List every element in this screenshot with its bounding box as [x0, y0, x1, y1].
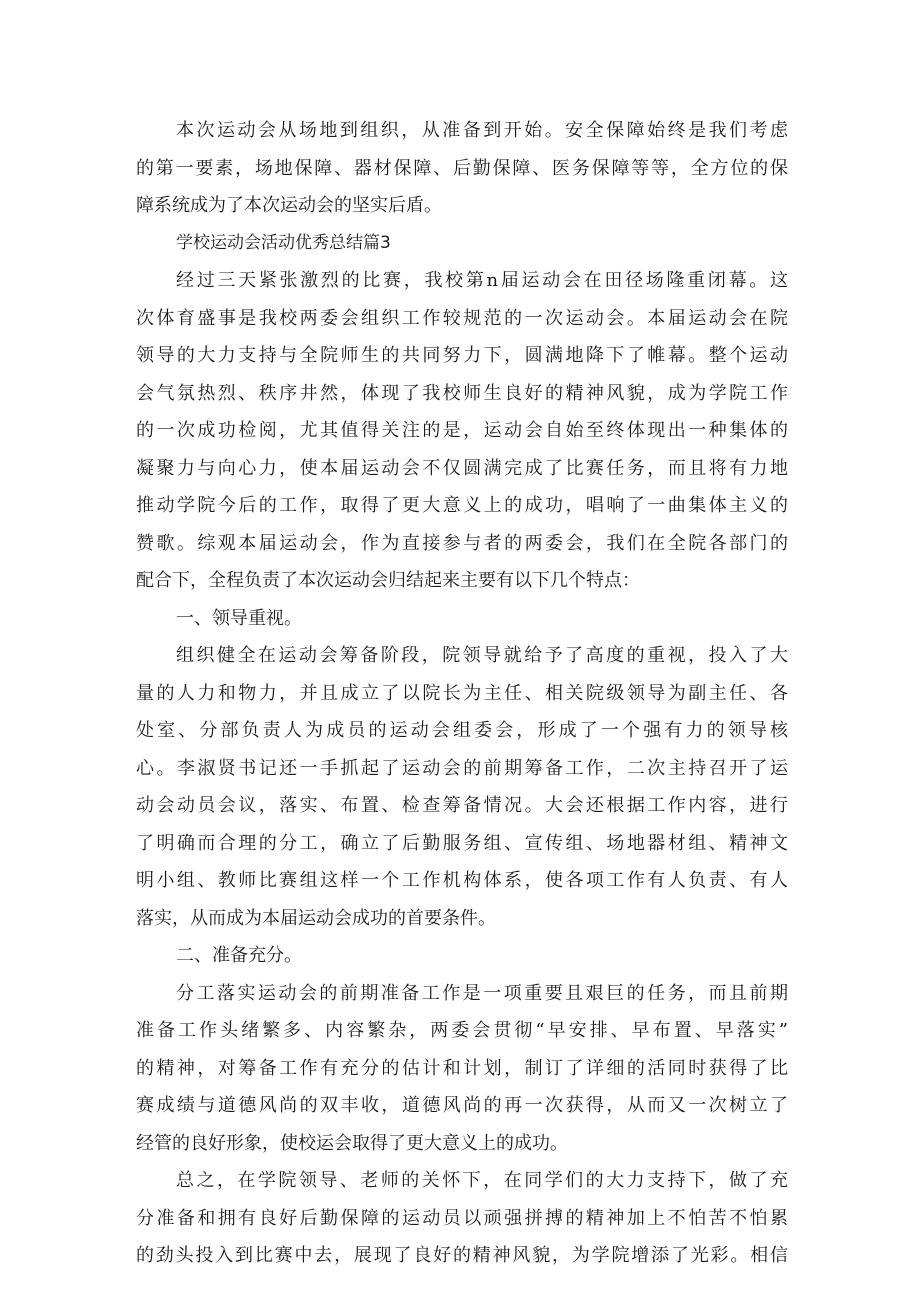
text-line: 动会动员会议，落实、布置、检查筹备情况。大会还根据工作内容，进行 [136, 795, 788, 816]
text-line: 量的人力和物力，并且成立了以院长为主任、相关院级领导为副主任、各 [136, 682, 788, 704]
text-line: 的第一要素，场地保障、器材保障、后勤保障、医务保障等等，全方位的保 [136, 157, 788, 179]
text-line: 处室、分部负责人为成员的运动会组委会，形成了一个强有力的领导核 [136, 720, 788, 741]
text-line: 落实，从而成为本届运动会成功的首要条件。 [136, 907, 496, 929]
text-line: 分准备和拥有良好后勤保障的运动员以顽强拼搏的精神加上不怕苦不怕累 [136, 1207, 788, 1229]
text-line: 组织健全在运动会筹备阶段，院领导就给予了高度的重视，投入了大 [176, 645, 788, 666]
text-line: 明小组、教师比赛组这样一个工作机构体系，使各项工作有人负责、有人 [136, 870, 788, 891]
text-line: 领导的大力支持与全院师生的共同努力下，圆满地降下了帷幕。整个运动 [136, 345, 788, 366]
text-line: 推动学院今后的工作，取得了更大意义上的成功，唱响了一曲集体主义的 [136, 495, 788, 516]
text-line: 二、准备充分。 [176, 945, 302, 966]
text-line: 的劲头投入到比赛中去，展现了良好的精神风貌，为学院增添了光彩。相信 [136, 1245, 788, 1266]
text-line: 经过三天紧张激烈的比赛，我校第n届运动会在田径场隆重闭幕。这 [176, 270, 788, 291]
text-line: 一、领导重视。 [176, 607, 302, 629]
document-page [136, 112, 788, 1275]
text-line: 分工落实运动会的前期准备工作是一项重要且艰巨的任务，而且前期 [176, 982, 788, 1004]
text-line: 赛成绩与道德风尚的双丰收，道德风尚的再一次获得，从而又一次树立了 [136, 1095, 788, 1116]
text-line: 经管的良好形象，使校运会取得了更大意义上的成功。 [136, 1132, 568, 1154]
text-line: 准备工作头绪繁多、内容繁杂，两委会贯彻“早安排、早布置、早落实” [136, 1020, 788, 1041]
text-line: 配合下，全程负责了本次运动会归结起来主要有以下几个特点： [136, 570, 640, 591]
text-line: 障系统成为了本次运动会的坚实后盾。 [136, 195, 442, 216]
text-line: 的精神，对筹备工作有充分的估计和计划，制订了详细的活同时获得了比 [136, 1057, 788, 1079]
text-line: 的一次成功检阅，尤其值得关注的是，运动会自始至终体现出一种集体的 [136, 420, 788, 441]
text-line: 凝聚力与向心力，使本届运动会不仅圆满完成了比赛任务，而且将有力地 [136, 457, 788, 479]
text-line: 了明确而合理的分工，确立了后勤服务组、宣传组、场地器材组、精神文 [136, 832, 788, 854]
section-heading: 学校运动会活动优秀总结篇3 [176, 232, 391, 253]
text-line: 总之，在学院领导、老师的关怀下，在同学们的大力支持下，做了充 [176, 1170, 788, 1191]
text-line: 赞歌。综观本届运动会，作为直接参与者的两委会，我们在全院各部门的 [136, 532, 788, 554]
text-line: 心。李淑贤书记还一手抓起了运动会的前期筹备工作，二次主持召开了运 [136, 757, 788, 779]
text-line: 会气氛热烈、秩序井然，体现了我校师生良好的精神风貌，成为学院工作 [136, 382, 788, 404]
text-line: 次体育盛事是我校两委会组织工作较规范的一次运动会。本届运动会在院 [136, 307, 788, 329]
text-line: 本次运动会从场地到组织，从准备到开始。安全保障始终是我们考虑 [176, 120, 788, 141]
